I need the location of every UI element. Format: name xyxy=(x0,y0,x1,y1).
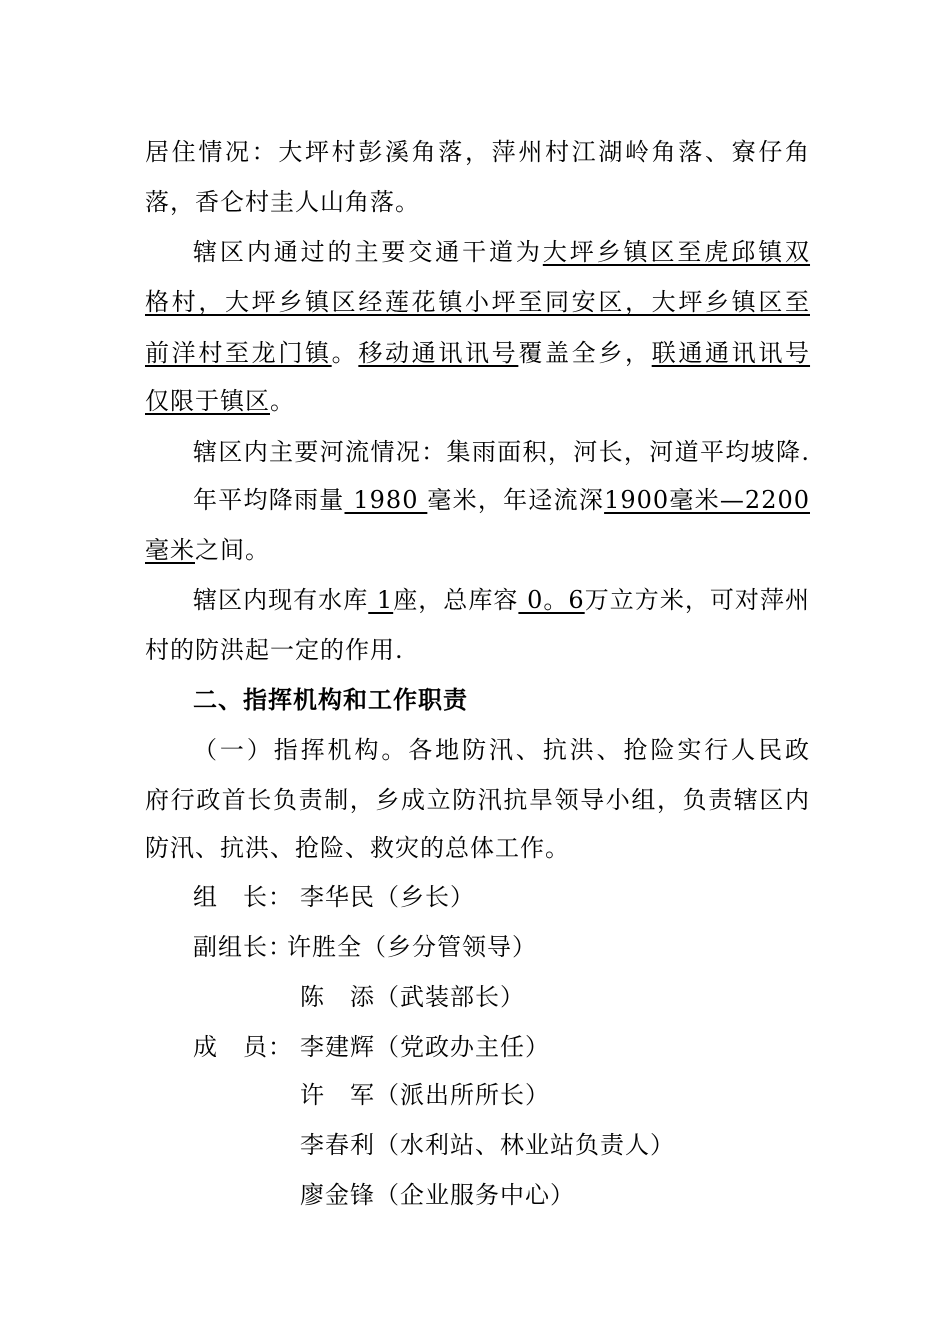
underlined-text: 移动通讯讯号 xyxy=(358,339,519,367)
roster-member-3: 李春利（水利站、林业站负责人） xyxy=(300,1131,675,1159)
underlined-text: 1980 xyxy=(344,486,428,514)
roster-deputy-2: 陈 添（武装部长） xyxy=(300,983,525,1011)
underlined-text: 联通通讯讯号 xyxy=(651,339,811,367)
text-run: 年平均降雨量 xyxy=(193,486,345,514)
roster-member-1: 李建辉（党政办主任） xyxy=(300,1033,550,1061)
text-run: 之间。 xyxy=(195,536,270,564)
underlined-text: 大坪乡镇区至虎邱镇双 xyxy=(542,238,811,266)
roster-leader: 李华民（乡长） xyxy=(300,883,475,911)
paragraph-command-line-3: 防汛、抗洪、抢险、救灾的总体工作。 xyxy=(145,834,570,862)
text-run: 。 xyxy=(331,339,359,367)
text-run: 辖区内通过的主要交通干道为 xyxy=(193,238,543,266)
paragraph-traffic-line-3 xyxy=(145,338,810,368)
paragraph-rivers-line-1: 辖区内主要河流情况：集雨面积，河长，河道平均坡降. xyxy=(193,438,810,466)
paragraph-reservoir-line-2: 村的防洪起一定的作用. xyxy=(145,636,404,664)
roster-member-4: 廖金锋（企业服务中心） xyxy=(300,1181,575,1209)
underlined-text: 1 xyxy=(368,586,394,614)
paragraph-reservoir-line-1 xyxy=(193,585,810,615)
underlined-text: 前洋村至龙门镇 xyxy=(145,339,332,367)
underlined-text: 仅限于镇区 xyxy=(145,387,270,415)
paragraph-traffic-line-2 xyxy=(145,287,810,317)
underlined-text: 毫米 xyxy=(145,536,195,564)
section-heading: 二、指挥机构和工作职责 xyxy=(193,686,468,714)
roster-deputy-label: 副组长： xyxy=(193,933,293,961)
underlined-text: 0。6 xyxy=(518,586,585,614)
text-run: 辖区内现有水库 xyxy=(193,586,369,614)
underlined-text: 格村，大坪乡镇区经莲花镇小坪至同安区，大坪乡镇区至 xyxy=(145,288,810,316)
roster-member-label: 成 员： xyxy=(193,1033,293,1061)
roster-deputy-1: 许胜全（乡分管领导） xyxy=(287,933,537,961)
roster-leader-label: 组 长： xyxy=(193,883,293,911)
paragraph-command-line-2: 府行政首长负责制，乡成立防汛抗旱领导小组，负责辖区内 xyxy=(145,786,810,814)
roster-member-2: 许 军（派出所所长） xyxy=(300,1081,550,1109)
text-run: 。 xyxy=(270,387,295,415)
text-run: 万立方米，可对萍州 xyxy=(584,586,811,614)
text-run: 覆盖全乡， xyxy=(518,339,652,367)
text-run: 毫米，年迳流深 xyxy=(427,486,605,514)
paragraph-traffic-line-1 xyxy=(193,237,810,267)
paragraph-rainfall-line-2 xyxy=(145,535,810,565)
paragraph-command-line-1: （一）指挥机构。各地防汛、抗洪、抢险实行人民政 xyxy=(193,736,810,764)
underlined-text: 1900毫米—2200 xyxy=(604,486,810,514)
paragraph-rainfall-line-1 xyxy=(193,485,810,515)
paragraph-residence-line-1: 居住情况：大坪村彭溪角落，萍州村江湖岭角落、寮仔角 xyxy=(145,138,810,166)
text-run: 座，总库容 xyxy=(393,586,519,614)
paragraph-traffic-line-4 xyxy=(145,386,810,416)
paragraph-residence-line-2: 落，香仑村圭人山角落。 xyxy=(145,188,420,216)
